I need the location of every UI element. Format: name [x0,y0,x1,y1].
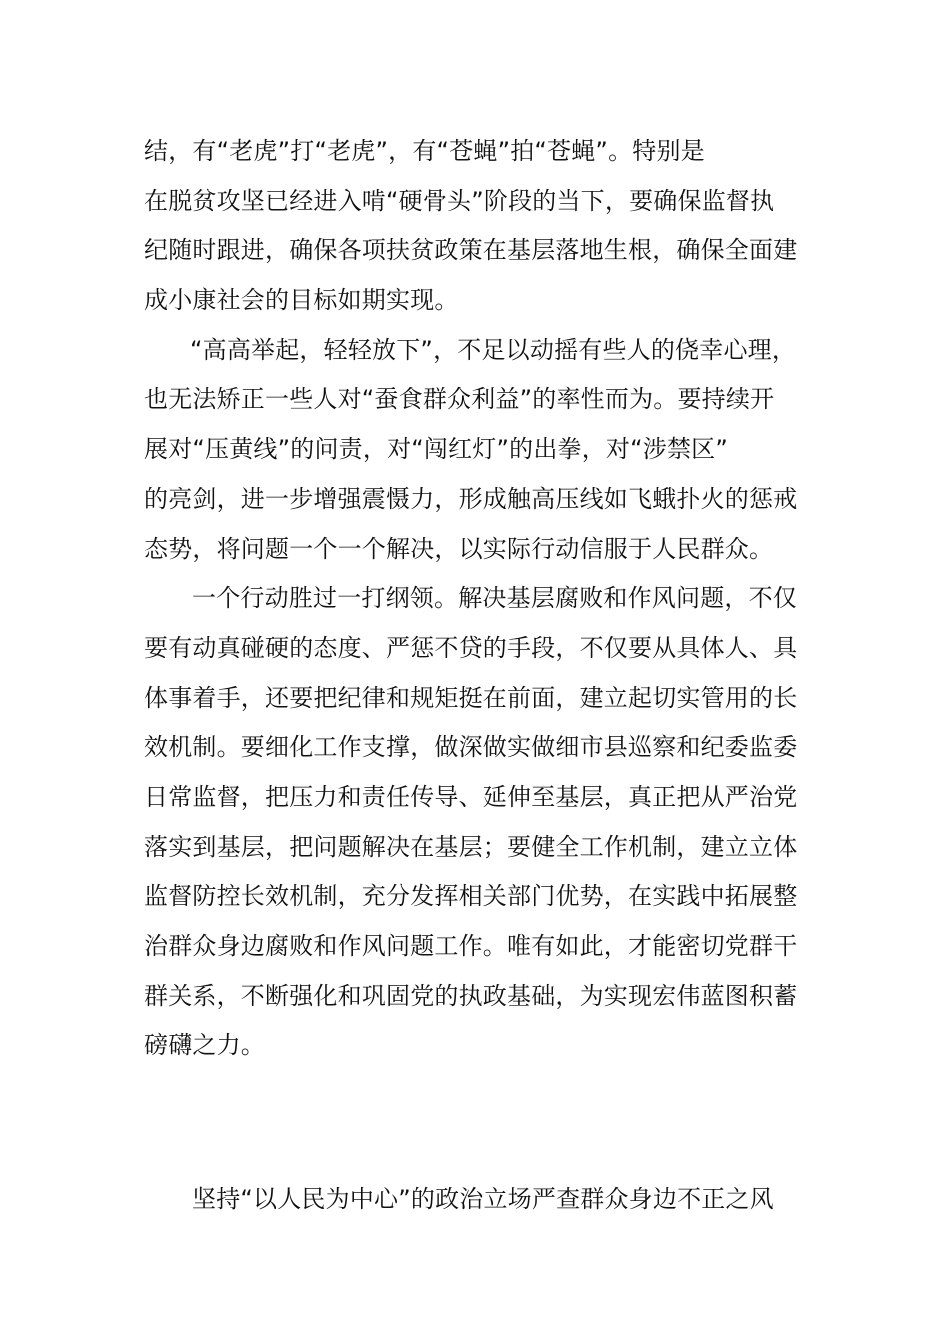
text-line: 日常监督，把压力和责任传导、延伸至基层，真正把从严治党 [144,783,798,811]
text-line: 体事着手，还要把纪律和规矩挺在前面，建立起切实管用的长 [144,684,798,712]
section-heading: 坚持“以人民为中心”的政治立场严查群众身边不正之风 [192,1185,774,1213]
paragraph-first-line: “高高举起，轻轻放下”，不足以动摇有些人的侥幸心理， [190,336,797,364]
text-line: 磅礴之力。 [144,1031,265,1059]
text-line: 群关系，不断强化和巩固党的执政基础，为实现宏伟蓝图积蓄 [144,982,798,1010]
text-line: 展对“压黄线”的问责，对“闯红灯”的出拳，对“涉禁区” [144,435,728,463]
text-line: 监督防控长效机制，充分发挥相关部门优势，在实践中拓展整 [144,882,798,910]
text-line: 态势，将问题一个一个解决，以实际行动信服于人民群众。 [144,535,774,563]
text-line: 治群众身边腐败和作风问题工作。唯有如此，才能密切党群干 [144,932,798,960]
text-line: 要有动真碰硬的态度、严惩不贷的手段，不仅要从具体人、具 [144,634,798,662]
text-line: 纪随时跟进，确保各项扶贫政策在基层落地生根，确保全面建 [144,236,798,264]
text-line: 成小康社会的目标如期实现。 [144,286,459,314]
text-line: 的亮剑，进一步增强震慑力，形成触高压线如飞蛾扑火的惩戒 [144,485,798,513]
text-line: 在脱贫攻坚已经进入啃“硬骨头”阶段的当下，要确保监督执 [144,187,775,215]
text-line: 也无法矫正一些人对“蚕食群众利益”的率性而为。要持续开 [144,385,775,413]
text-line: 落实到基层，把问题解决在基层；要健全工作机制，建立立体 [144,833,798,861]
text-line: 效机制。要细化工作支撑，做深做实做细市县巡察和纪委监委 [144,733,798,761]
text-line: 结，有“老虎”打“老虎”，有“苍蝇”拍“苍蝇”。特别是 [144,137,705,165]
paragraph-first-line: 一个行动胜过一打纲领。解决基层腐败和作风问题，不仅 [192,584,797,612]
